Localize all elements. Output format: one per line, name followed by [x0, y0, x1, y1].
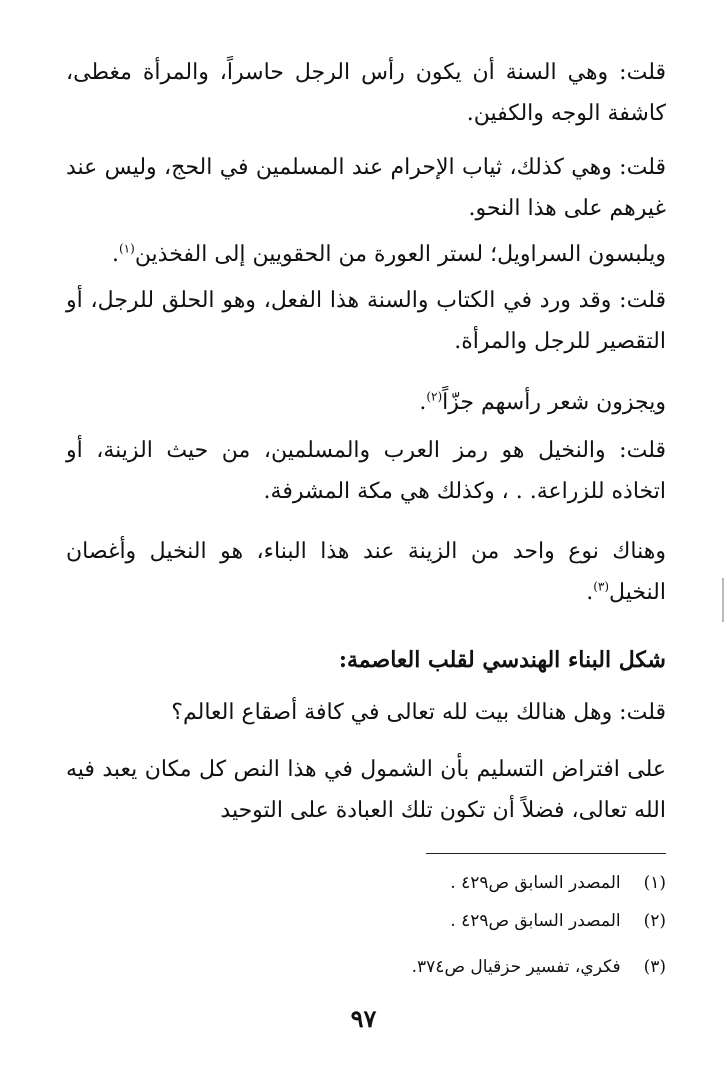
- footnote-ref-3: (٣): [593, 579, 610, 594]
- footnote-1: [66, 868, 666, 898]
- footnote-number: (١): [643, 873, 666, 893]
- paragraph-8: قلت: وهل هنالك بيت لله تعالى في كافة أصقاع العالم؟: [171, 700, 666, 725]
- footnote-number: (٣): [643, 957, 666, 977]
- footnote-text: فكري، تفسير حزقيال ص٣٧٤.: [411, 957, 621, 977]
- paragraph-9: على افتراض التسليم بأن الشمول في هذا النص كل مكان يعبد فيه الله تعالى، فضلاً أن تكون تلك العبادة على التوحيد: [66, 757, 666, 823]
- section-heading: شكل البناء الهندسي لقلب العاصمة:: [338, 647, 666, 673]
- footnote-3: [66, 952, 666, 982]
- footnote-text: المصدر السابق ص٤٢٩ .: [450, 911, 621, 931]
- footnote-number: (٢): [643, 911, 666, 931]
- footnote-2: [66, 906, 666, 936]
- paragraph-6: قلت: والنخيل هو رمز العرب والمسلمين، من حيث الزينة، أو اتخاذه للزراعة. . ، وكذلك هي مكة المشرفة.: [66, 438, 666, 504]
- scan-edge-mark: [722, 578, 724, 622]
- paragraph-2: قلت: وهي كذلك، ثياب الإحرام عند المسلمين في الحج، وليس عند غيرهم على هذا النحو.: [66, 155, 666, 221]
- paragraph-4: قلت: وقد ورد في الكتاب والسنة هذا الفعل، وهو الحلق للرجل، أو التقصير للرجل والمرأة.: [66, 288, 666, 354]
- footnote-text: المصدر السابق ص٤٢٩ .: [450, 873, 621, 893]
- paragraph-3: ويلبسون السراويل؛ لستر العورة من الحقويين إلى الفخذين$^{(١)}$.: [111, 241, 666, 267]
- page-number: ٩٧: [350, 1004, 377, 1033]
- footnote-ref-1: (١): [118, 241, 135, 256]
- paragraph-7: وهناك نوع واحد من الزينة عند هذا البناء، هو النخيل وأغصان النخيل$^{(٣)}$.: [66, 539, 666, 605]
- paragraph-1: قلت: وهي السنة أن يكون رأس الرجل حاسراً، والمرأة مغطى، كاشفة الوجه والكفين.: [66, 60, 666, 126]
- footnote-divider: [426, 853, 666, 854]
- footnote-ref-2: (٢): [426, 389, 443, 404]
- paragraph-5: ويجزون شعر رأسهم جزّاً$^{(٢)}$.: [419, 389, 666, 415]
